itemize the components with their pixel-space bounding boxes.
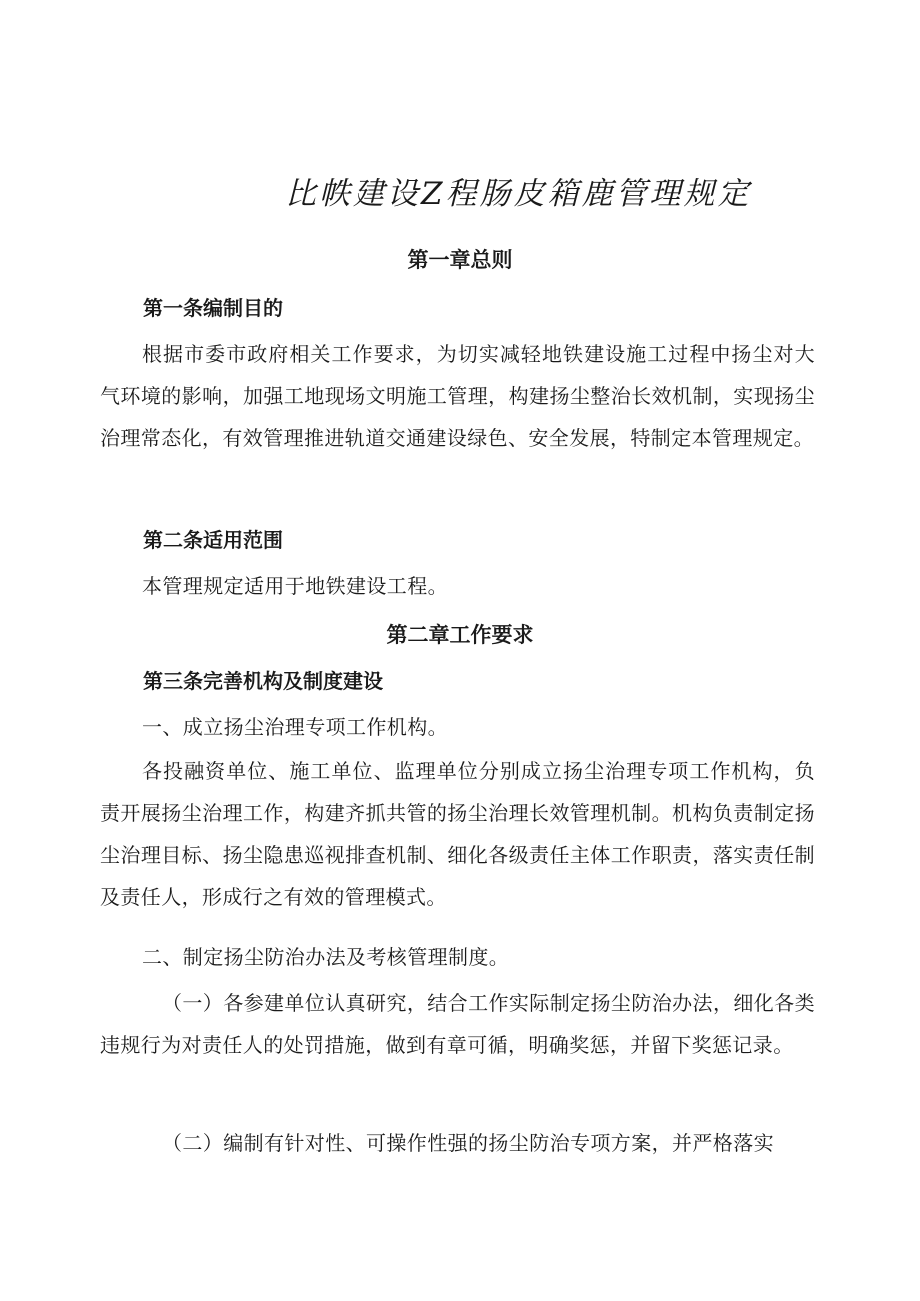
article-2-paragraph: 本管理规定适用于地铁建设工程。 bbox=[142, 574, 448, 598]
item-2-title: 二、制定扬尘防治办法及考核管理制度。 bbox=[142, 945, 510, 969]
article-2-heading: 第二条适用范围 bbox=[143, 528, 283, 552]
sub-item-2-paragraph: （二）编制有针对性、可操作性强的扬尘防治专项方案，并严格落实 bbox=[162, 1131, 774, 1155]
item-1-paragraph: 各投融资单位、施工单位、监理单位分别成立扬尘治理专项工作机构，负责开展扬尘治理工作，构建齐抓共管的扬尘治理长效管理机制。机构负责制定扬尘治理目标、扬尘隐患巡视排查机制、细化各级责任主体工作职责，落实责任制及责任人，形成行之有效的管理模式。 bbox=[100, 759, 815, 909]
chapter-2-heading: 第二章工作要求 bbox=[386, 623, 534, 647]
article-3-heading: 第三条完善机构及制度建设 bbox=[143, 669, 383, 693]
sub-item-1-paragraph: （一）各参建单位认真研究，结合工作实际制定扬尘防治办法，细化各类违规行为对责任人的处罚措施，做到有章可循，明确奖惩，并留下奖惩记录。 bbox=[100, 991, 815, 1057]
article-1-paragraph: 根据市委市政府相关工作要求，为切实减轻地铁建设施工过程中扬尘对大气环境的影响，加强工地现场文明施工管理，构建扬尘整治长效机制，实现扬尘治理常态化，有效管理推进轨道交通建设绿色、安全发展，特制定本管理规定。 bbox=[100, 342, 815, 450]
item-1-title: 一、成立扬尘治理专项工作机构。 bbox=[142, 715, 448, 739]
article-1-heading: 第一条编制目的 bbox=[143, 296, 283, 320]
document-title: 比帙建设Z程肠皮箱鹿管理规定 bbox=[285, 176, 752, 212]
chapter-1-heading: 第一章总则 bbox=[407, 248, 513, 272]
